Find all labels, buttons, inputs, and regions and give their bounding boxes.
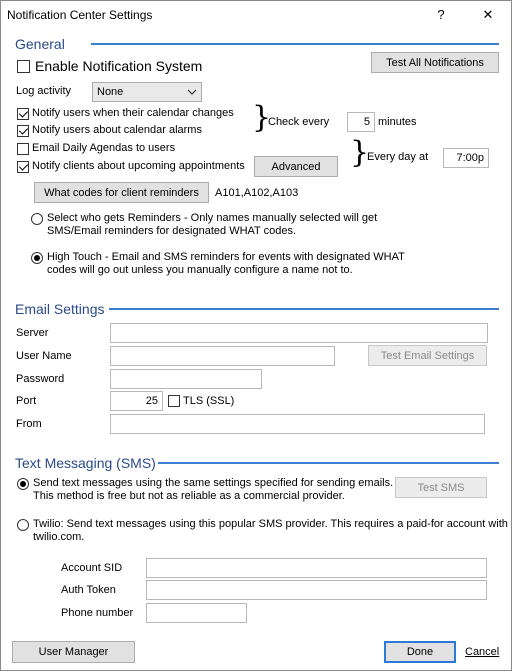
sms-email-line-2: This method is free but not as reliable as a commercial provider. xyxy=(33,490,345,502)
account-sid-label: Account SID xyxy=(61,562,123,574)
select-reminders-text xyxy=(47,212,377,238)
sms-section-title: Text Messaging (SMS) xyxy=(15,455,156,471)
every-day-at-input[interactable]: 7:00p xyxy=(443,148,489,168)
email-section-title: Email Settings xyxy=(15,301,105,317)
sms-twilio-line-1: Twilio: Send text messages using this popular SMS provider. This requires a paid-for account with xyxy=(33,518,508,530)
notify-clients-label: Notify clients about upcoming appointments xyxy=(32,160,245,172)
what-codes-value: A101,A102,A103 xyxy=(215,187,299,199)
auth-token-label: Auth Token xyxy=(61,584,116,596)
high-touch-text xyxy=(47,251,405,277)
check-every-input[interactable]: 5 xyxy=(347,112,375,132)
title-bar xyxy=(1,1,511,29)
select-reminders-radio[interactable] xyxy=(31,213,43,225)
high-touch-radio[interactable] xyxy=(31,252,43,264)
sms-email-text xyxy=(33,477,393,503)
email-section-divider xyxy=(109,308,499,310)
notify-calendar-alarms-label: Notify users about calendar alarms xyxy=(32,124,202,136)
notify-calendar-changes-checkbox[interactable] xyxy=(17,108,29,120)
phone-number-label: Phone number xyxy=(61,607,134,619)
general-section-divider xyxy=(91,43,499,45)
check-every-label: Check every xyxy=(268,116,330,128)
log-activity-label: Log activity xyxy=(16,85,72,97)
high-touch-line-2: codes will go out unless you manually configure a name not to. xyxy=(47,264,353,276)
calendar-brace: } xyxy=(252,100,272,135)
done-button[interactable]: Done xyxy=(384,641,456,663)
sms-email-line-1: Send text messages using the same settings specified for sending emails. xyxy=(33,477,394,489)
notify-calendar-changes-label: Notify users when their calendar changes xyxy=(32,107,234,119)
email-daily-agendas-label: Email Daily Agendas to users xyxy=(32,142,176,154)
tls-label: TLS (SSL) xyxy=(183,395,235,407)
from-input[interactable] xyxy=(110,414,485,434)
help-button[interactable]: ? xyxy=(437,7,445,22)
high-touch-line-1: High Touch - Email and SMS reminders for events with designated WHAT xyxy=(47,251,405,263)
port-input[interactable]: 25 xyxy=(110,391,163,411)
user-manager-button[interactable]: User Manager xyxy=(12,641,135,663)
server-label: Server xyxy=(16,327,49,339)
advanced-button[interactable]: Advanced xyxy=(254,156,338,177)
sms-twilio-text xyxy=(33,518,508,544)
cancel-link[interactable]: Cancel xyxy=(465,646,500,658)
log-activity-value: None xyxy=(97,86,124,98)
daily-brace: } xyxy=(350,135,370,170)
what-codes-button[interactable]: What codes for client reminders xyxy=(34,182,209,203)
sms-twilio-line-2: twilio.com. xyxy=(33,531,85,543)
notify-clients-checkbox[interactable] xyxy=(17,161,29,173)
sms-twilio-radio[interactable] xyxy=(17,519,29,531)
general-section-title: General xyxy=(15,36,65,52)
password-label: Password xyxy=(16,373,65,385)
username-label: User Name xyxy=(16,350,72,362)
email-daily-agendas-checkbox[interactable] xyxy=(17,143,29,155)
username-input[interactable] xyxy=(110,346,335,366)
test-email-settings-button[interactable]: Test Email Settings xyxy=(368,345,487,366)
window-title: Notification Center Settings xyxy=(7,8,153,22)
close-button[interactable]: ✕ xyxy=(482,7,494,22)
test-sms-button[interactable]: Test SMS xyxy=(395,477,487,498)
minutes-label: minutes xyxy=(378,116,417,128)
enable-notification-checkbox[interactable] xyxy=(17,60,30,73)
port-label: Port xyxy=(16,395,37,407)
password-input[interactable] xyxy=(110,369,262,389)
chevron-down-icon xyxy=(187,87,197,97)
from-label: From xyxy=(16,418,42,430)
server-input[interactable] xyxy=(110,323,488,343)
auth-token-input[interactable] xyxy=(146,580,487,600)
enable-notification-label: Enable Notification System xyxy=(35,58,203,74)
every-day-at-label: Every day at xyxy=(367,151,429,163)
account-sid-input[interactable] xyxy=(146,558,487,578)
log-activity-select[interactable] xyxy=(92,82,202,102)
sms-email-radio[interactable] xyxy=(17,478,29,490)
sms-section-divider xyxy=(158,462,499,464)
select-reminders-line-2: SMS/Email reminders for designated WHAT codes. xyxy=(47,225,297,237)
test-all-notifications-button[interactable]: Test All Notifications xyxy=(371,52,499,73)
select-reminders-line-1: Select who gets Reminders - Only names manually selected will get xyxy=(47,212,378,224)
phone-number-input[interactable] xyxy=(146,603,247,623)
notify-calendar-alarms-checkbox[interactable] xyxy=(17,125,29,137)
tls-checkbox[interactable] xyxy=(168,395,180,407)
